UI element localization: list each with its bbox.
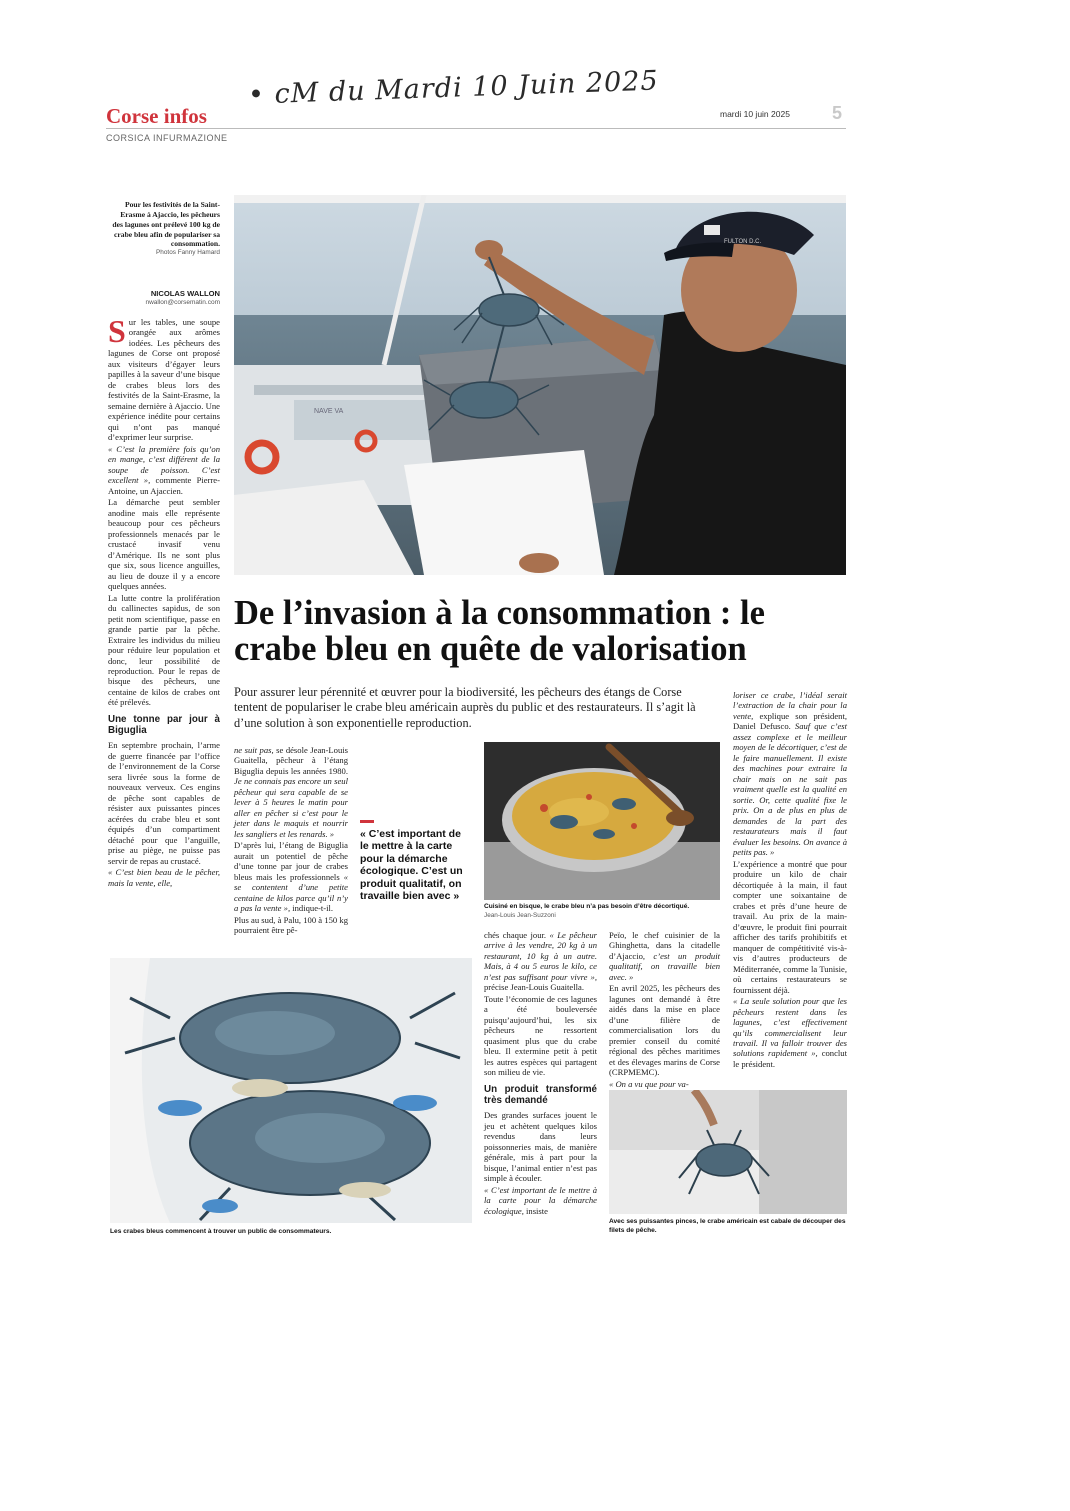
paragraph-text: conclut le président. xyxy=(733,1048,847,1069)
article-column-1 xyxy=(108,313,220,889)
paragraph xyxy=(609,1079,720,1089)
main-photo-caption xyxy=(112,200,220,258)
paragraph: En septembre prochain, l’arme de guerre financée par l’office de l’environnement de la Corse sera livrée sous la forme de nouveaux verveux. Ces engins de pêche sont capables de résister aux puissantes pinces acérées du crabe bleu et sont équipés d’un compartiment détaché pour que l’anguille, prise au piège, ne puisse pas servir de repas au crustacé. xyxy=(108,740,220,866)
bisque-credit: Jean-Louis Jean-Suzzoni xyxy=(484,911,556,919)
crabs-bucket-photo xyxy=(110,958,472,1223)
paragraph-text: Peïo, le chef cuisinier de la Ghinghetta, dans la citadelle d’Ajaccio, xyxy=(609,930,720,961)
paragraph xyxy=(108,313,220,443)
paragraph-text: chés chaque jour. xyxy=(484,930,550,940)
main-photo-fisherman xyxy=(234,195,846,575)
header-rule xyxy=(106,128,846,129)
issue-date: mardi 10 juin 2025 xyxy=(720,109,790,119)
article-column-4 xyxy=(609,930,720,1090)
pull-quote: « C’est important de le mettre à la carte pour la démarche écologique. C’est un produit qualitatif, on travaille bien avec » xyxy=(360,828,463,902)
crab-pinces-photo xyxy=(609,1090,847,1214)
bisque-photo xyxy=(484,742,720,900)
quote: ne suit pas, xyxy=(234,745,274,755)
byline xyxy=(112,289,220,308)
paragraph-text: insiste xyxy=(523,1205,548,1216)
quote: Sauf que c’est assez complexe et le meilleur moyen de le décortiquer, c’est de le faire manuellement. Il existe des machines pour extraire la chair mais on ne sait pas vraiment quelle est la qualité en sortie. Or, cette qualité fixe le prix. On a de plus en plus de demandes de la part des restaurateurs mais il faut évaluer les besoins. On avance à petits pas. » xyxy=(733,721,847,858)
crabs-bucket-caption: Les crabes bleus commencent à trouver un public de consommateurs. xyxy=(110,1228,332,1235)
paragraph xyxy=(609,930,720,982)
crab-pinces-caption: Avec ses puissantes pinces, le crabe américain est cabale de découper des filets de pêche. xyxy=(609,1218,846,1234)
paragraph-text: commente Pierre-Antoine, un Ajaccien. xyxy=(108,475,220,496)
quote: « se contentent d’une petite centaine de kilos parce qu’il n’y a pas la vente », xyxy=(234,871,348,914)
paragraph xyxy=(484,1185,597,1216)
paragraph xyxy=(108,867,220,888)
section-subtitle: CORSICA INFURMAZIONE xyxy=(106,133,228,143)
paragraph xyxy=(108,444,220,496)
photo-credit: Photos Fanny Hamard xyxy=(156,249,220,257)
quote: « Le pêcheur arrive à les vendre, 20 kg à un restaurant, 10 kg à un autre. Mais, à 4 ou 5 euros le kilo, ce n’est pas suffisant pour vivre », xyxy=(484,930,597,982)
paragraph-text: explique son président, Daniel Defusco. xyxy=(733,710,847,732)
paragraph xyxy=(234,745,348,839)
quote: « C’est important de le mettre à la carte pour la démarche écologique, xyxy=(484,1184,597,1216)
standfirst: Pour assurer leur pérennité et œuvrer pour la biodiversité, les pêcheurs des étangs de Corse tentent de populariser le crabe bleu américain auprès du public et des restaurateurs. Il s’agit là d’une solution à son exponentielle reproduction. xyxy=(234,685,696,730)
quote: « La seule solution pour que les pêcheurs restent dans les lagunes, c’est effectivement qu’ils commercialisent leur travail. Il va falloir trouver des solutions rapidement », xyxy=(733,996,847,1059)
paragraph-text: D’après lui, l’étang de Biguglia aurait un potentiel de pêche d’une tonne par jour de crabes bleus mais les professionnels xyxy=(234,840,348,882)
paragraph: L’expérience a montré que pour produire un kilo de chair décortiquée à la main, il faut compter une soixantaine de crabes et près d’une heure de travail. Au prix de la main-d’œuvre, le produit fini pourrait afficher des tarifs prohibitifs et manquer de compétitivité vis-à-vis d’autres producteurs de Méditerranée, comme la Tunisie, où certains restaurateurs se fournissent déjà. xyxy=(733,858,847,995)
section-title: Corse infos xyxy=(106,104,207,128)
author-name: NICOLAS WALLON xyxy=(150,289,220,298)
quote: Je ne connais pas encore un seul pêcheur qui sera capable de se lever à 5 heures le matin pour aller en pêcher si c’est pour le jeter dans le maquis et nourrir les sangliers et les renards. » xyxy=(234,776,348,839)
boat-name-text: NAVE VA xyxy=(314,408,344,415)
headline: De l’invasion à la consommation : le crabe bleu en quête de valorisation xyxy=(234,594,765,668)
bisque-caption-text: Cuisiné en bisque, le crabe bleu n’a pas besoin d’être décortiqué. xyxy=(484,903,690,910)
paragraph-text: indique-t-il. xyxy=(290,903,334,914)
quote: loriser ce crabe, l’idéal serait l’extraction de la chair pour la vente, xyxy=(733,690,847,721)
crab-pinces-illustration xyxy=(609,1090,847,1214)
paragraph xyxy=(234,840,348,913)
crabs-illustration xyxy=(110,958,472,1223)
paragraph: En avril 2025, les pêcheurs des lagunes ont demandé à être aidés dans la mise en place d’une filière de commercialisation lors du premier conseil du comité régional des pêches maritimes et des élevages marins de Corse (CRPMEMC). xyxy=(609,983,720,1078)
bisque-pot-illustration xyxy=(484,742,720,900)
bisque-caption xyxy=(484,903,724,920)
paragraph: Des grandes surfaces jouent le jeu et achètent quelques kilos revendus dans leurs poissonneries mais, de manière générale, mis à part pour la bisque, l’animal entier n’est pas simple à écouler. xyxy=(484,1110,597,1184)
quote: c’est un produit qualitatif, on travaille bien avec. » xyxy=(609,950,720,982)
paragraph-text: ur les tables, une soupe orangée aux arômes iodées. Les pêcheurs des lagunes de Corse ont proposé aux visiteurs d’égayer leurs papilles à la saveur d’une bisque de crabes bleus lors des festivités de la Saint-Erasme, la semaine dernière à Ajaccio. Une expérience inédite pour certains qui n’ont pas manqué d’exprimer leur surprise. xyxy=(108,317,220,443)
paragraph: Toute l’économie de ces lagunes a été bouleversée puisqu’aujourd’hui, les six pêcheurs ne ressortent quasiment plus que du crabe bleu. Il extermine petit à petit les autres espèces qui partagent son milieu de vie. xyxy=(484,993,597,1078)
handwritten-annotation: • cM du Mardi 10 Juin 2025 xyxy=(247,65,660,111)
paragraph-text: se désole Jean-Louis Guaitella, pêcheur à l’étang Biguglia depuis les années 1980. xyxy=(234,745,348,776)
author-email: nwallon@corsematin.com xyxy=(145,299,220,307)
paragraph xyxy=(733,996,847,1069)
subheading-biguglia: Une tonne par jour à Biguglia xyxy=(108,713,220,737)
cap-text: FULTON D.C. xyxy=(724,239,762,245)
paragraph: La lutte contre la prolifération du callinectes sapidus, de son petit nom scientifique, passe en grande partie par la pêche. Extraire les individus du milieu pour réduire leur population et donc, leur possibilité de reproduction. Pour le repas de bisque des pêcheurs, une centaine de kilos de crabes ont été prélevés. xyxy=(108,592,220,708)
paragraph: La démarche peut sembler anodine mais elle représente beaucoup pour ces pêcheurs professionnels menacés par le crustacé invasif venu d’Amérique. Ils ne sont plus que six, sous licence anguilles, au lieu de douze il y a encore quelques années. xyxy=(108,497,220,592)
subheading-produit: Un produit transformé très demandé xyxy=(484,1083,597,1107)
article-column-5 xyxy=(733,690,847,1070)
quote: « On a vu que pour va- xyxy=(609,1078,689,1089)
fisherman-illustration xyxy=(234,195,846,575)
paragraph-text: précise Jean-Louis Guaitella. xyxy=(484,982,584,993)
quote: « C’est la première fois qu’on en mange, c’est différent de la soupe de poisson. C’est excellent », xyxy=(108,443,220,486)
paragraph: Plus au sud, à Palu, 100 à 150 kg pourraient être pê- xyxy=(234,914,348,936)
quote: « C’est bien beau de le pêcher, mais la vente, elle, xyxy=(108,867,220,888)
article-column-2 xyxy=(234,745,348,937)
main-photo-caption-text: Pour les festivités de la Saint-Erasme à Ajaccio, les pêcheurs des lagunes ont prélevé 100 kg de crabe bleu afin de populariser sa consommation. xyxy=(112,200,220,249)
drop-cap: S xyxy=(108,313,126,349)
page-number: 5 xyxy=(832,103,843,123)
paragraph xyxy=(733,690,847,858)
article-column-3 xyxy=(484,930,597,1217)
paragraph xyxy=(484,930,597,993)
